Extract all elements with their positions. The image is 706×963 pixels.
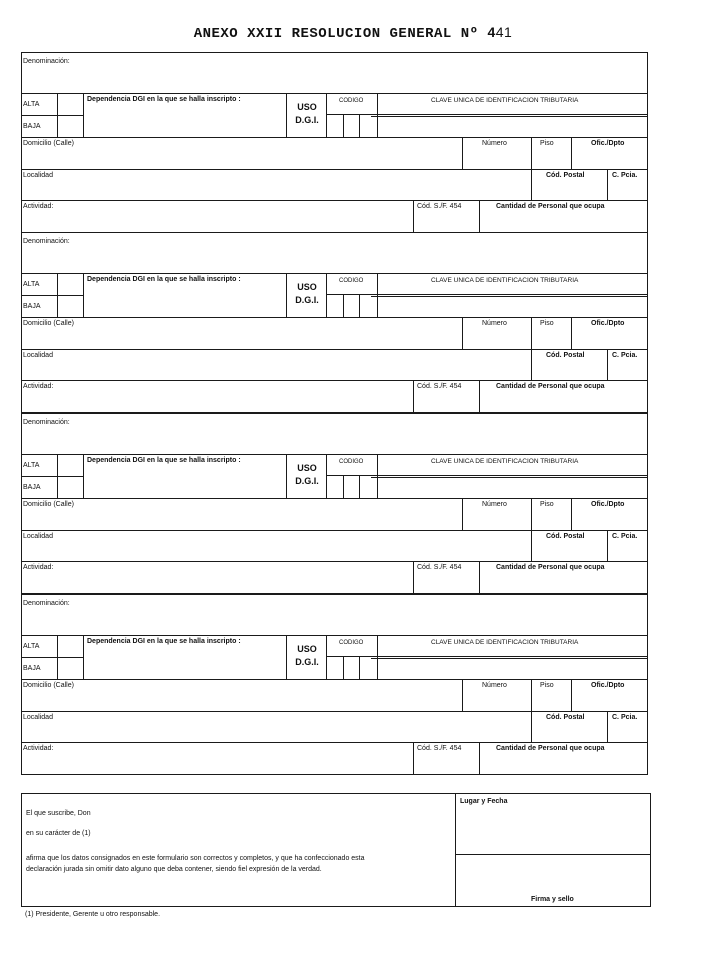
baja-label: BAJA [23, 484, 41, 491]
alta-label: ALTA [23, 101, 40, 108]
row-line [21, 454, 648, 455]
row-line [21, 679, 648, 680]
cuit-label: CLAVE UNICA DE IDENTIFICACION TRIBUTARIA [431, 639, 579, 646]
row-line [326, 114, 648, 115]
col-line [607, 530, 608, 561]
row-line [21, 169, 648, 170]
c-pcia-label: C. Pcia. [612, 352, 638, 359]
piso-label: Piso [540, 320, 554, 327]
border [21, 906, 651, 907]
col-line [83, 635, 84, 679]
col-line [57, 273, 58, 317]
localidad-label: Localidad [23, 714, 53, 721]
uso-label: USO [297, 644, 317, 654]
dgi-label: D.G.I. [295, 657, 319, 667]
caracter-text: en su carácter de (1) [26, 830, 91, 837]
border [21, 232, 22, 412]
domicilio-label: Domicilio (Calle) [23, 140, 74, 147]
row-line [21, 476, 83, 477]
cod-sf-label: Cód. S./F. 454 [417, 383, 462, 390]
row-line [21, 200, 648, 201]
col-line [359, 475, 360, 498]
row-line [21, 635, 648, 636]
alta-label: ALTA [23, 281, 40, 288]
cod-postal-label: Cód. Postal [546, 533, 585, 540]
col-line [462, 317, 463, 349]
codigo-label: CODIGO [339, 278, 364, 284]
cod-sf-label: Cód. S./F. 454 [417, 745, 462, 752]
cod-postal-label: Cód. Postal [546, 172, 585, 179]
col-line [571, 317, 572, 349]
piso-label: Piso [540, 501, 554, 508]
uso-label: USO [297, 282, 317, 292]
cuit-label: CLAVE UNICA DE IDENTIFICACION TRIBUTARIA [431, 458, 579, 465]
col-line [343, 656, 344, 679]
col-line [83, 93, 84, 137]
ofic-label: Ofic./Dpto [591, 682, 625, 689]
border [647, 232, 648, 412]
dependencia-label: Dependencia DGI en la que se halla inscripto : [87, 96, 241, 103]
col-line [377, 635, 378, 679]
codigo-label: CODIGO [339, 98, 364, 104]
border [21, 793, 22, 906]
afirma-text-2: declaración jurada sin omitir dato alguno que deba contener, siendo fiel expresión de la verdad. [26, 866, 322, 873]
border [647, 594, 648, 774]
firma-label: Firma y sello [531, 896, 574, 903]
baja-label: BAJA [23, 665, 41, 672]
row-line [21, 742, 648, 743]
col-line [479, 742, 480, 774]
registration-section [21, 232, 648, 412]
dependencia-label: Dependencia DGI en la que se halla inscripto : [87, 276, 241, 283]
border [21, 594, 22, 774]
col-line [413, 200, 414, 232]
row-line [21, 380, 648, 381]
dgi-label: D.G.I. [295, 476, 319, 486]
dgi-label: D.G.I. [295, 295, 319, 305]
numero-label: Número [482, 501, 507, 508]
alta-label: ALTA [23, 462, 40, 469]
personal-label: Cantidad de Personal que ocupa [496, 745, 605, 752]
numero-label: Número [482, 320, 507, 327]
border [647, 52, 648, 232]
row-line [21, 273, 648, 274]
cod-sf-label: Cód. S./F. 454 [417, 564, 462, 571]
col-line [462, 137, 463, 169]
col-line [479, 561, 480, 593]
col-line [413, 380, 414, 412]
form-title-number-suffix: 41 [495, 24, 513, 40]
row-line [21, 349, 648, 350]
c-pcia-label: C. Pcia. [612, 714, 638, 721]
col-line [607, 169, 608, 200]
row-line [21, 711, 648, 712]
ofic-label: Ofic./Dpto [591, 140, 625, 147]
row-line [326, 475, 648, 476]
declaration-box [21, 793, 651, 906]
alta-label: ALTA [23, 643, 40, 650]
numero-label: Número [482, 682, 507, 689]
col-line [57, 454, 58, 498]
col-line [479, 200, 480, 232]
footnote: (1) Presidente, Gerente u otro responsable. [25, 911, 161, 918]
denominacion-label: Denominación: [23, 600, 70, 607]
col-line [455, 793, 456, 906]
dgi-label: D.G.I. [295, 115, 319, 125]
border [21, 594, 648, 595]
baja-label: BAJA [23, 303, 41, 310]
row-line [21, 137, 648, 138]
col-line [571, 498, 572, 530]
actividad-label: Actividad: [23, 383, 54, 390]
col-line [479, 380, 480, 412]
form-title-main: ANEXO XXII RESOLUCION GENERAL Nº [193, 26, 479, 42]
row-line [455, 854, 651, 855]
personal-label: Cantidad de Personal que ocupa [496, 203, 605, 210]
row-line [326, 294, 648, 295]
actividad-label: Actividad: [23, 564, 54, 571]
row-line [21, 93, 648, 94]
row-line [21, 498, 648, 499]
cod-sf-label: Cód. S./F. 454 [417, 203, 462, 210]
uso-label: USO [297, 102, 317, 112]
col-line [83, 273, 84, 317]
col-line [462, 498, 463, 530]
border [21, 52, 648, 53]
registration-section [21, 413, 648, 593]
ofic-label: Ofic./Dpto [591, 320, 625, 327]
denominacion-label: Denominación: [23, 58, 70, 65]
border [21, 232, 648, 233]
col-line [359, 294, 360, 317]
col-line [413, 561, 414, 593]
border [647, 413, 648, 593]
col-line [83, 454, 84, 498]
col-line [57, 93, 58, 137]
cod-postal-label: Cód. Postal [546, 352, 585, 359]
row-line [21, 317, 648, 318]
col-line [531, 498, 532, 561]
afirma-text-1: afirma que los datos consignados en este formulario son correctos y completos, y que ha confeccionado esta [26, 855, 365, 862]
form-title-number: 4 [487, 24, 496, 40]
row-line [21, 530, 648, 531]
domicilio-label: Domicilio (Calle) [23, 320, 74, 327]
domicilio-label: Domicilio (Calle) [23, 501, 74, 508]
col-line [343, 475, 344, 498]
suscribe-text: El que suscribe, Don [26, 810, 91, 817]
row-line [371, 658, 648, 659]
row-line [21, 561, 648, 562]
col-line [343, 294, 344, 317]
col-line [359, 656, 360, 679]
c-pcia-label: C. Pcia. [612, 172, 638, 179]
personal-label: Cantidad de Personal que ocupa [496, 383, 605, 390]
domicilio-label: Domicilio (Calle) [23, 682, 74, 689]
cod-postal-label: Cód. Postal [546, 714, 585, 721]
border [650, 793, 651, 906]
border [21, 52, 22, 232]
col-line [531, 317, 532, 380]
denominacion-label: Denominación: [23, 238, 70, 245]
dependencia-label: Dependencia DGI en la que se halla inscripto : [87, 457, 241, 464]
denominacion-label: Denominación: [23, 419, 70, 426]
actividad-label: Actividad: [23, 745, 54, 752]
col-line [462, 679, 463, 711]
col-line [607, 711, 608, 742]
numero-label: Número [482, 140, 507, 147]
ofic-label: Ofic./Dpto [591, 501, 625, 508]
registration-section [21, 52, 648, 232]
cuit-label: CLAVE UNICA DE IDENTIFICACION TRIBUTARIA [431, 277, 579, 284]
col-line [359, 114, 360, 137]
row-line [21, 115, 83, 116]
col-line [413, 742, 414, 774]
col-line [377, 93, 378, 137]
col-line [343, 114, 344, 137]
localidad-label: Localidad [23, 533, 53, 540]
col-line [377, 454, 378, 498]
codigo-label: CODIGO [339, 640, 364, 646]
row-line [21, 657, 83, 658]
localidad-label: Localidad [23, 352, 53, 359]
uso-label: USO [297, 463, 317, 473]
col-line [377, 273, 378, 317]
localidad-label: Localidad [23, 172, 53, 179]
col-line [531, 137, 532, 200]
col-line [571, 679, 572, 711]
row-line [21, 295, 83, 296]
actividad-label: Actividad: [23, 203, 54, 210]
piso-label: Piso [540, 682, 554, 689]
row-line [371, 477, 648, 478]
col-line [57, 635, 58, 679]
dependencia-label: Dependencia DGI en la que se halla inscripto : [87, 638, 241, 645]
baja-label: BAJA [23, 123, 41, 130]
personal-label: Cantidad de Personal que ocupa [496, 564, 605, 571]
border [21, 413, 22, 593]
c-pcia-label: C. Pcia. [612, 533, 638, 540]
cuit-label: CLAVE UNICA DE IDENTIFICACION TRIBUTARIA [431, 97, 579, 104]
col-line [607, 349, 608, 380]
border [21, 793, 651, 794]
col-line [571, 137, 572, 169]
border [21, 774, 648, 775]
row-line [371, 116, 648, 117]
form-title [0, 24, 706, 42]
lugar-fecha-label: Lugar y Fecha [460, 798, 508, 805]
col-line [531, 679, 532, 742]
row-line [371, 296, 648, 297]
codigo-label: CODIGO [339, 459, 364, 465]
border [21, 413, 648, 414]
row-line [326, 656, 648, 657]
piso-label: Piso [540, 140, 554, 147]
registration-section [21, 594, 648, 774]
